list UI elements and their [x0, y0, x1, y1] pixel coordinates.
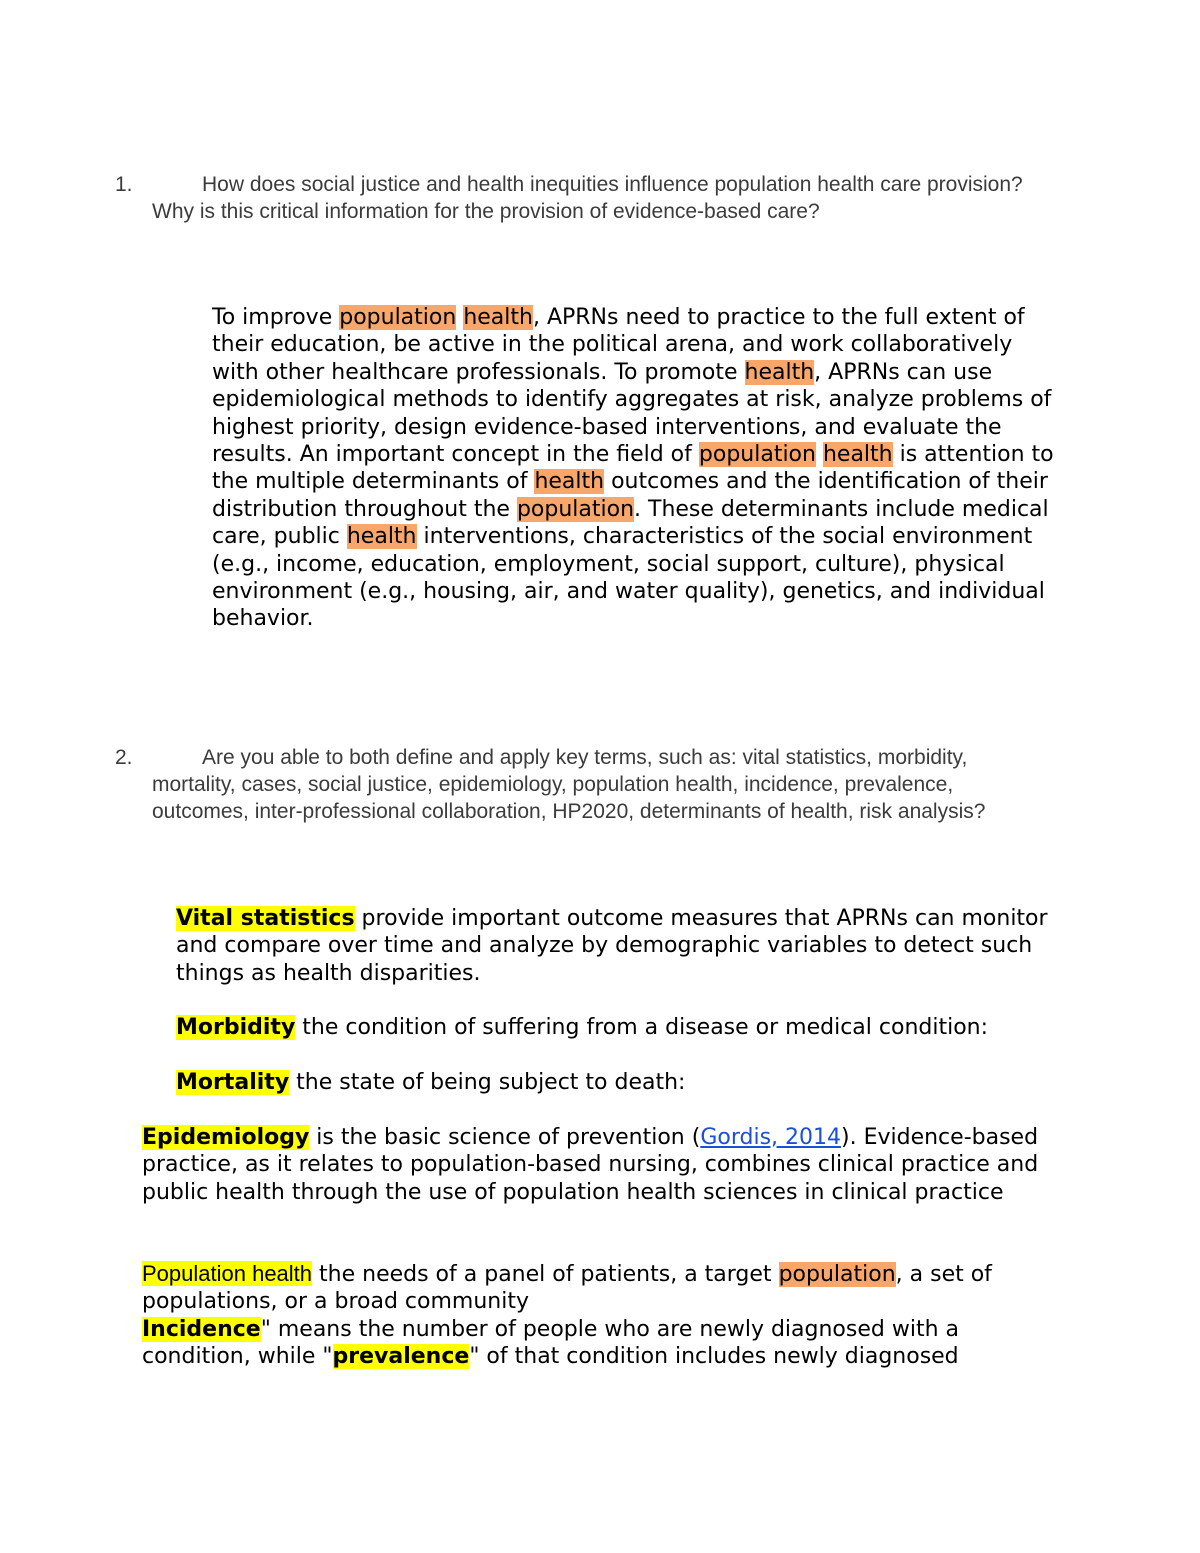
term-highlight: Mortality: [176, 1070, 290, 1095]
definition-mortality: [176, 1069, 1066, 1096]
answer-1-text: , APRNs need to practice to the full extent of their education, be active in the political arena, and work collaboratively with other healthcare professionals. To promote: [212, 305, 1025, 385]
definition-text: " means the number of people who are newly diagnosed with a condition, while ": [142, 1316, 959, 1370]
answer-1-text: outcomes and the identification of their distribution throughout the: [212, 469, 1048, 522]
definition-text: the needs of a panel of patients, a target: [312, 1262, 779, 1287]
highlight-health: health: [463, 305, 533, 330]
answer-1-text: interventions, characteristics of the social environment (e.g., income, education, employment, social support, culture), physical environment (e.g., housing, air, and water quality), genetics, and individual behavior.: [212, 524, 1045, 632]
highlight-health: health: [822, 442, 893, 468]
question-number: 1.: [115, 173, 133, 196]
definition-text: , a set of populations, or a broad community: [142, 1262, 992, 1315]
question-1: [115, 171, 1045, 225]
definition-population-health: [142, 1260, 1067, 1371]
definition-text: is the basic science of prevention (: [309, 1125, 701, 1150]
term-highlight: Population health: [142, 1261, 313, 1286]
answer-1-text: To improve: [212, 305, 340, 330]
citation-link[interactable]: Gordis, 2014: [700, 1125, 842, 1150]
definition-text: the state of being subject to death:: [289, 1070, 686, 1095]
answer-1-text: , APRNs can use epidemiological methods to identify aggregates at risk, analyze problems of highest priority, design evidence-based interventions, and evaluate the results. An important concept in the field of: [212, 359, 1052, 468]
definition-text: provide important outcome measures that APRNs can monitor and compare over time and analyze by demographic variables to detect such things as health disparities.: [176, 906, 1048, 986]
highlight-health: health: [534, 469, 605, 495]
definition-morbidity: [176, 1014, 1066, 1041]
term-highlight: prevalence: [332, 1344, 470, 1370]
definition-vital-statistics: [176, 905, 1066, 987]
definition-text: ). Evidence-based practice, as it relates to population-based nursing, combines clinical practice and public health through the use of population health sciences in clinical practice: [142, 1125, 1039, 1205]
answer-1-text: [816, 442, 823, 467]
definition-text: " of that condition includes newly diagnosed: [469, 1344, 959, 1370]
question-text: How does social justice and health inequities influence population health care provision? Why is this critical information for the provision of evidence-based care?: [152, 173, 1023, 223]
answer-1-paragraph: [212, 304, 1062, 633]
answer-1-text: is attention to the multiple determinants of: [212, 442, 1054, 495]
term-highlight: Morbidity: [176, 1015, 296, 1040]
definition-epidemiology: [142, 1124, 1042, 1206]
highlight-population: population: [516, 496, 635, 522]
term-highlight: Vital statistics: [176, 906, 355, 931]
definition-text: the condition of suffering from a disease or medical condition:: [295, 1015, 989, 1040]
highlight-health: health: [744, 359, 815, 385]
highlight-population: population: [778, 1262, 896, 1287]
highlight-population: population: [339, 305, 457, 330]
term-highlight: Incidence: [142, 1316, 261, 1342]
question-text: Are you able to both define and apply key terms, such as: vital statistics, morbidity, mortality, cases, social justice, epidemiology, population health, incidence, prevalence, outcomes, inter-professional collaboration, HP2020, determinants of health, risk analysis?: [152, 746, 986, 823]
answer-1-text: . These determinants include medical care, public: [212, 496, 1049, 550]
question-2: [115, 744, 1045, 825]
question-number: 2.: [115, 746, 133, 769]
highlight-population: population: [698, 442, 816, 468]
term-highlight: Epidemiology: [142, 1125, 310, 1150]
highlight-health: health: [346, 524, 417, 550]
